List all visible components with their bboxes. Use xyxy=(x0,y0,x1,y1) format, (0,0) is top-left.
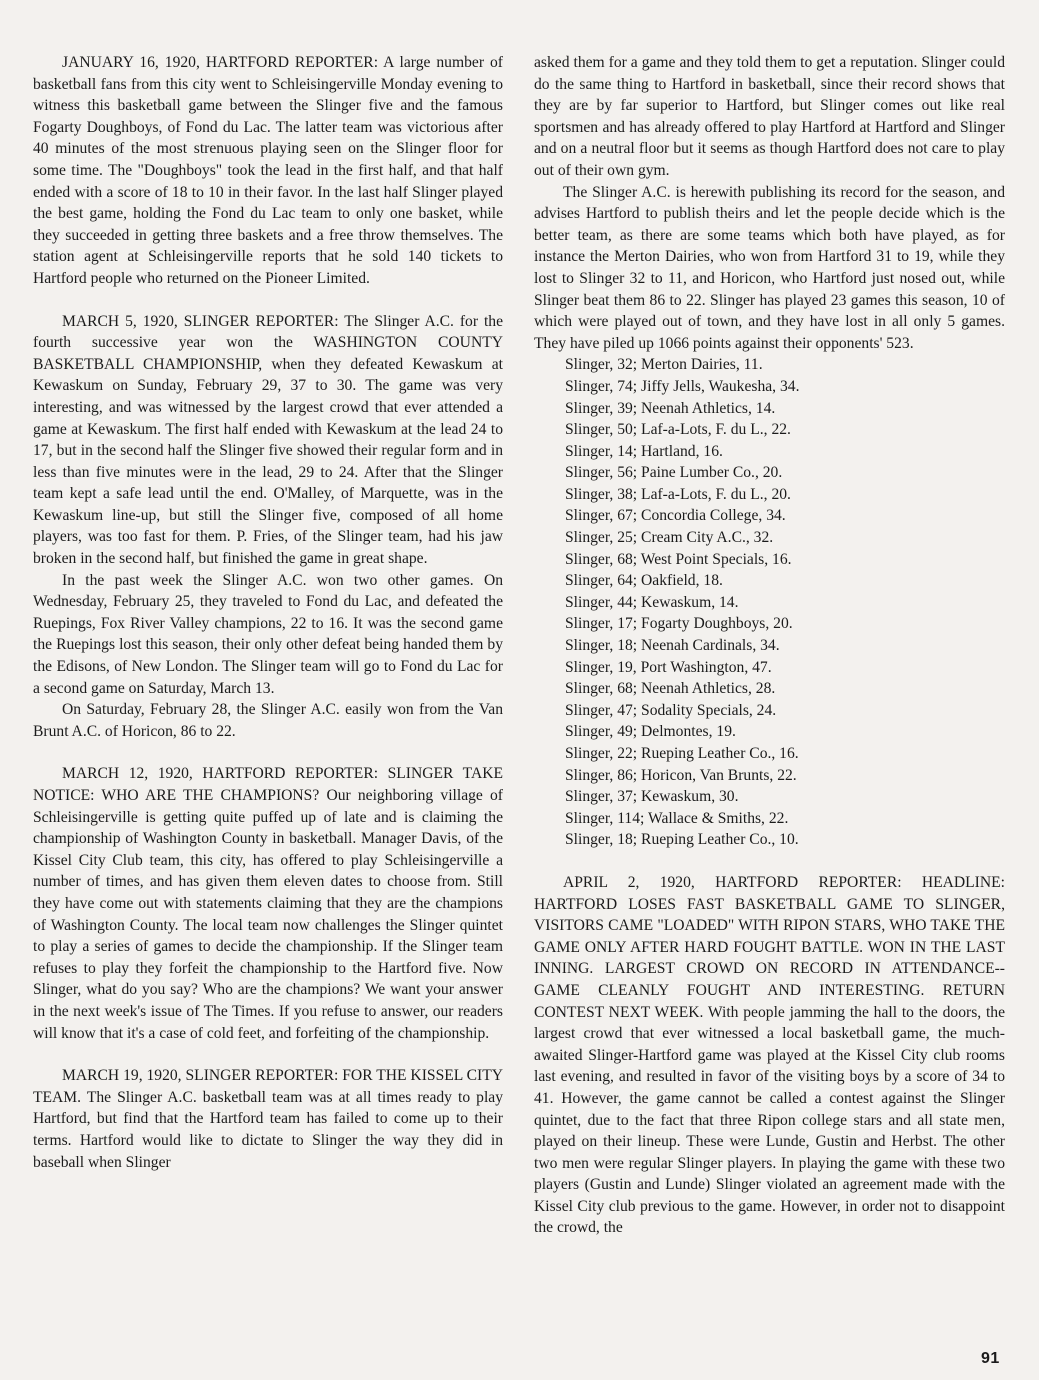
article-march-5-1920-cont2: On Saturday, February 28, the Slinger A.C. easily won from the Van Brunt A.C. of Horicon, 86 to 22. xyxy=(33,701,503,740)
list-item: Slinger, 56; Paine Lumber Co., 20. xyxy=(565,464,783,482)
list-item: Slinger, 38; Laf-a-Lots, F. du L., 20. xyxy=(565,485,791,503)
list-item: Slinger, 37; Kewaskum, 30. xyxy=(565,788,739,806)
article-march-19-1920: MARCH 19, 1920, SLINGER REPORTER: FOR THE KISSEL CITY TEAM. The Slinger A.C. basketball team was at all times ready to play Hartford, but find that the Hartford team has failed to come up to their terms. Hartford would like to dictate to Slinger the way they did in baseball when Slinger xyxy=(33,1067,503,1171)
right-column xyxy=(534,52,1005,1239)
list-item: Slinger, 39; Neenah Athletics, 14. xyxy=(565,399,776,417)
season-record-list xyxy=(534,354,1005,851)
article-record-intro: The Slinger A.C. is herewith publishing its record for the season, and advises Hartford to publish theirs and let the people decide which is the better team, as there are some teams which both have played, as for instance the Merton Dairies, who won from Hartford 31 to 19, while they lost to Slinger 32 to 11, and Horicon, who Hartford just nosed out, while Slinger beat them 86 to 22. Slinger has played 23 games this season, 10 of which were played out of town, and they have lost in all only 5 games. They have piled up 1066 points against their opponents' 523. xyxy=(534,183,1005,352)
page-number: 91 xyxy=(981,1350,1000,1367)
list-item: Slinger, 68; Neenah Athletics, 28. xyxy=(565,680,776,698)
list-item: Slinger, 50; Laf-a-Lots, F. du L., 22. xyxy=(565,421,791,439)
list-item: Slinger, 86; Horicon, Van Brunts, 22. xyxy=(565,766,797,784)
list-item: Slinger, 68; West Point Specials, 16. xyxy=(565,550,792,568)
article-march-12-1920: MARCH 12, 1920, HARTFORD REPORTER: SLINGER TAKE NOTICE: WHO ARE THE CHAMPIONS? Our neighboring village of Schleisingerville is getting quite puffed up of late and is claiming the championship of Washington County in basketball. Manager Davis, of the Kissel City Club team, this city, has offered to play Schleisingerville a number of times, and has given them eleven dates to choose from. Still they have come out with statements claiming that they are the champions of Washington County. The local team now challenges the Slinger quintet to play a series of games to decide the championship. If the Slinger team refuses to play they forfeit the championship to the Hartford five. Now Slinger, what do you say? Who are the champions? We want your answer in the next week's issue of The Times. If you refuse to answer, our readers will know that it's a case of cold feet, and forfeiting of the championship. xyxy=(33,765,503,1042)
list-item: Slinger, 17; Fogarty Doughboys, 20. xyxy=(565,615,793,633)
list-item: Slinger, 64; Oakfield, 18. xyxy=(565,572,723,590)
list-item: Slinger, 67; Concordia College, 34. xyxy=(565,507,786,525)
list-item: Slinger, 74; Jiffy Jells, Waukesha, 34. xyxy=(565,377,800,395)
list-item: Slinger, 47; Sodality Specials, 24. xyxy=(565,701,777,719)
list-item: Slinger, 44; Kewaskum, 14. xyxy=(565,593,739,611)
list-item: Slinger, 18; Rueping Leather Co., 10. xyxy=(565,831,799,849)
list-item: Slinger, 49; Delmontes, 19. xyxy=(565,723,736,741)
article-april-2-1920: APRIL 2, 1920, HARTFORD REPORTER: HEADLINE: HARTFORD LOSES FAST BASKETBALL GAME TO SLINGER, VISITORS CAME "LOADED" WITH RIPON STARS, WHO TAKE THE GAME ONLY AFTER HARD FOUGHT BATTLE. WON IN THE LAST INNING. LARGEST CROWD ON RECORD IN ATTENDANCE--GAME CLEANLY FOUGHT AND INTERESTING. RETURN CONTEST NEXT WEEK. With people jamming the hall to the doors, the largest crowd that ever witnessed a local basketball game, the much-awaited Slinger-Hartford game was played at the Kissel City club rooms last evening, and resulted in favor of the visiting boys by a score of 34 to 41. However, the game cannot be called a contest against the Slinger quintet, due to the fact that three Ripon college stars and all state men, played on their lineup. These were Lunde, Gustin and Herbst. The other two men were regular Slinger players. In playing the game with these two players (Gustin and Lunde) Slinger violated an agreement made with the Kissel City club previous to the game. However, in order not to disappoint the crowd, the xyxy=(534,873,1005,1237)
article-march-5-1920: MARCH 5, 1920, SLINGER REPORTER: The Slinger A.C. for the fourth successive year won the WASHINGTON COUNTY BASKETBALL CHAMPIONSHIP, when they defeated Kewaskum at Kewaskum on Sunday, February 29, 37 to 30. The game was very interesting, and was witnessed by the largest crowd that ever attended a game at Kewaskum. The first half ended with Kewaskum at the lead 24 to 17, but in the second half the Slinger five showed their regular form and in less than five minutes were in the lead, 29 to 24. After that the Slinger team kept a safe lead until the end. O'Malley, of Marquette, was in the Kewaskum line-up, but still the Slinger five, composed of all home players, was too fast for them. P. Fries, of the Slinger team, had his jaw broken in the second half, but finished the game in great shape. xyxy=(33,312,503,568)
list-item: Slinger, 25; Cream City A.C., 32. xyxy=(565,529,774,547)
list-item: Slinger, 18; Neenah Cardinals, 34. xyxy=(565,637,780,655)
article-jan-16-1920: JANUARY 16, 1920, HARTFORD REPORTER: A large number of basketball fans from this city went to Schleisingerville Monday evening to witness this basketball game between the Slinger five and the famous Fogarty Doughboys, of Fond du Lac. The latter team was victorious after 40 minutes of the most strenuous playing seen on the Slinger floor for some time. The "Doughboys" took the lead in the first half, and that half ended with a score of 18 to 10 in their favor. In the last half Slinger played the best game, holding the Fond du Lac team to only one basket, while they succeeded in getting three baskets and a free throw themselves. The station agent at Schleisingerville reports that he sold 140 tickets to Hartford people who returned on the Pioneer Limited. xyxy=(33,54,503,287)
list-item: Slinger, 14; Hartland, 16. xyxy=(565,442,723,460)
article-march-5-1920-cont: In the past week the Slinger A.C. won two other games. On Wednesday, February 25, they traveled to Fond du Lac, and defeated the Ruepings, Fox River Valley champions, 22 to 16. It was the second game the Ruepings lost this season, their only other defeat being handed them by the Edisons, of New London. The Slinger team will go to Fond du Lac for a second game on Saturday, March 13. xyxy=(33,571,503,697)
list-item: Slinger, 19, Port Washington, 47. xyxy=(565,658,772,676)
list-item: Slinger, 114; Wallace & Smiths, 22. xyxy=(565,809,789,827)
left-column xyxy=(33,52,503,1173)
list-item: Slinger, 22; Rueping Leather Co., 16. xyxy=(565,745,799,762)
list-item: Slinger, 32; Merton Dairies, 11. xyxy=(565,356,763,374)
article-march-19-1920-cont: asked them for a game and they told them to get a reputation. Slinger could do the same thing to Hartford in basketball, since their record shows that they are by far superior to Hartford, but Slinger comes out like real sportsmen and has already offered to play Hartford at Hartford and Slinger and on a neutral floor but it seems as though Hartford does not care to play out of their own gym. xyxy=(534,54,1005,179)
